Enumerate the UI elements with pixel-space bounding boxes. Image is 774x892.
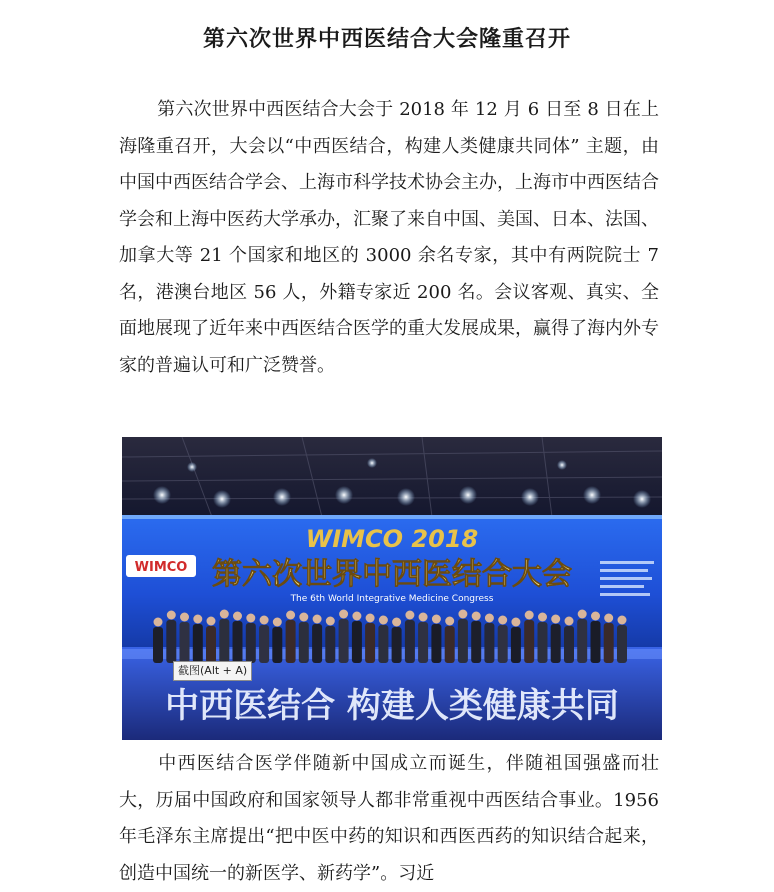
article-paragraph-2	[119, 746, 659, 892]
person-silhouette	[272, 618, 282, 664]
wimco-logo	[126, 555, 196, 577]
banner-en: WIMCO 2018	[305, 525, 479, 553]
logo-text: WIMCO	[134, 560, 188, 575]
person-silhouette	[392, 618, 402, 664]
article-paragraph-1	[119, 92, 659, 384]
screenshot-tooltip: 截图(Alt + A)	[173, 661, 252, 681]
paragraph-1-text: 第六次世界中西医结合大会于 2018 年 12 月 6 日至 8 日在上海隆重召开，大会以“中西医结合，构建人类健康共同体” 主题，由中国中西医结合学会、上海市科学技术协会主办，上海市中西医结合学会和上海中医药大学承办，汇聚了来自中国、美国、日本、法国、加拿大等 21 个国家和地区的 3000 余名专家，其中有两院院士 7 名，港澳台地区 56 人，外籍专家近 200 名。会议客观、真实、全面地展现了近年来中西医结合医学的重大发展成果，赢得了海内外专家的普遍认可和广泛赞誉。	[119, 99, 659, 376]
paragraph-2-text: 中西医结合医学伴随新中国成立而诞生，伴随祖国强盛而壮大，历届中国政府和国家领导人都非常重视中西医结合事业。1956 年毛泽东主席提出“把中医中药的知识和西医西药的知识结合起来，创造中国统一的新医学、新药学”。习近	[119, 753, 659, 884]
person-silhouette	[445, 617, 455, 664]
person-silhouette	[378, 616, 388, 664]
stage-slogan: 中西医结合 构建人类健康共同	[165, 686, 619, 726]
person-silhouette	[564, 617, 574, 664]
article-title: 第六次世界中西医结合大会隆重召开	[202, 26, 571, 52]
person-silhouette	[617, 616, 627, 664]
conference-photo	[122, 437, 662, 740]
conference-photo-illustration	[122, 437, 662, 740]
person-silhouette	[153, 618, 163, 664]
backdrop-top-edge	[122, 515, 662, 519]
person-silhouette	[325, 617, 335, 664]
banner-subtitle: The 6th World Integrative Medicine Congress	[290, 594, 494, 604]
person-silhouette	[511, 618, 521, 664]
person-silhouette	[259, 616, 269, 664]
person-silhouette	[551, 615, 561, 664]
ceiling	[122, 437, 662, 517]
person-silhouette	[206, 617, 216, 664]
person-silhouette	[312, 615, 322, 664]
banner-cn: 第六次世界中西医结合大会	[212, 557, 572, 592]
person-silhouette	[498, 616, 508, 664]
person-silhouette	[431, 615, 441, 664]
person-silhouette	[193, 615, 203, 664]
